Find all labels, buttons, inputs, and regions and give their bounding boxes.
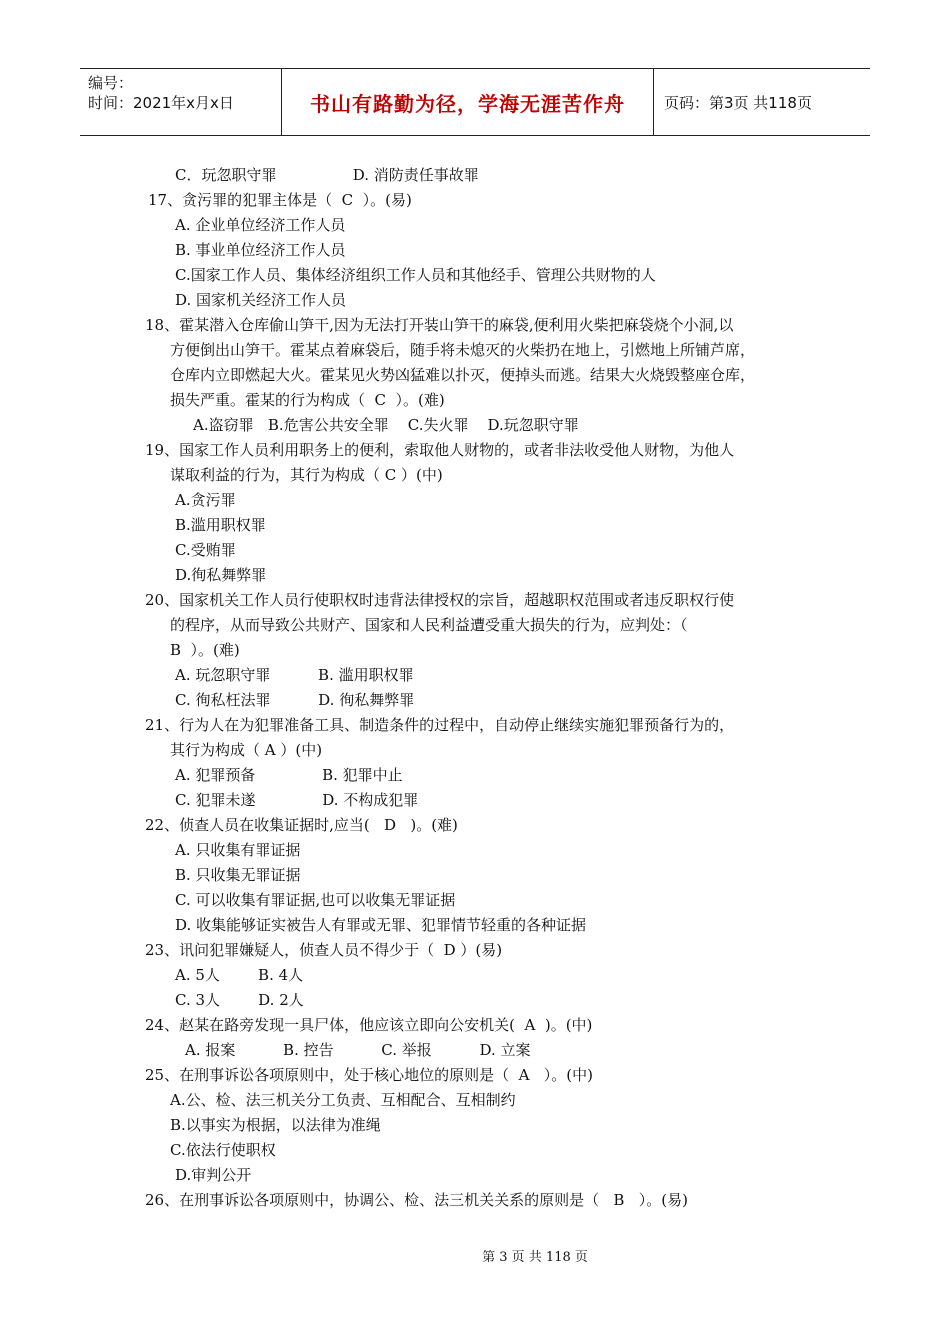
text-line: 21、行为人在为犯罪准备工具、制造条件的过程中，自动停止继续实施犯罪预备行为的， [145, 716, 735, 734]
text-line: D.审判公开 [175, 1166, 252, 1184]
text-line: 19、国家工作人员利用职务上的便利，索取他人财物的，或者非法收受他人财物，为他人 [145, 441, 735, 459]
text-line: B.以事实为根据，以法律为准绳 [170, 1116, 381, 1134]
header-meta [80, 69, 282, 135]
text-line: 23、讯问犯罪嫌疑人，侦查人员不得少于（ D ）(易) [145, 941, 503, 959]
header-motto: 书山有路勤为径，学海无涯苦作舟 [282, 69, 654, 135]
header-number-label: 编号： [88, 74, 134, 92]
text-line: C．玩忽职守罪 D. 消防责任事故罪 [175, 166, 479, 184]
page-header [80, 68, 870, 136]
text-line: 谋取利益的行为，其行为构成（ C ）(中) [170, 466, 443, 484]
text-line: 仓库内立即燃起大火。霍某见火势凶猛难以扑灭，便掉头而逃。结果大火烧毁整座仓库， [170, 366, 756, 384]
text-line: D. 收集能够证实被告人有罪或无罪、犯罪情节轻重的各种证据 [175, 916, 587, 934]
text-line: C.国家工作人员、集体经济组织工作人员和其他经手、管理公共财物的人 [175, 266, 656, 284]
text-line: B. 只收集无罪证据 [175, 866, 301, 884]
text-line: A. 5人 B. 4人 [175, 966, 304, 984]
text-line: C. 3人 D. 2人 [175, 991, 304, 1009]
text-line: C. 徇私枉法罪 D. 徇私舞弊罪 [175, 691, 415, 709]
text-line: 的程序，从而导致公共财产、国家和人民利益遭受重大损失的行为，应判处：（ [170, 616, 688, 634]
text-line: D. 国家机关经济工作人员 [175, 291, 347, 309]
text-line: 18、霍某潜入仓库偷山笋干,因为无法打开装山笋干的麻袋,便利用火柴把麻袋烧个小洞,以 [145, 316, 734, 334]
text-line: 25、在刑事诉讼各项原则中，处于核心地位的原则是（ A ）。(中) [145, 1066, 593, 1084]
text-line: 26、在刑事诉讼各项原则中，协调公、检、法三机关关系的原则是（ B ）。(易) [145, 1191, 688, 1209]
text-line: C.依法行使职权 [170, 1141, 276, 1159]
text-line: 20、国家机关工作人员行使职权时违背法律授权的宗旨，超越职权范围或者违反职权行使 [145, 591, 735, 609]
text-line: 17、贪污罪的犯罪主体是（ C ）。(易) [148, 191, 412, 209]
text-line: D.徇私舞弊罪 [175, 566, 267, 584]
text-line: A.贪污罪 [175, 491, 236, 509]
text-line: 方便倒出山笋干。霍某点着麻袋后，随手将未熄灭的火柴扔在地上，引燃地上所铺芦席， [170, 341, 756, 359]
text-line: C. 犯罪未遂 D. 不构成犯罪 [175, 791, 419, 809]
text-line: B ）。(难) [170, 641, 240, 659]
text-line: B. 事业单位经济工作人员 [175, 241, 346, 259]
text-line: A. 企业单位经济工作人员 [175, 216, 346, 234]
text-line: A. 只收集有罪证据 [175, 841, 301, 859]
text-line: A. 犯罪预备 B. 犯罪中止 [175, 766, 403, 784]
text-line: C.受贿罪 [175, 541, 236, 559]
text-line: A.盗窃罪 B.危害公共安全罪 C.失火罪 D.玩忽职守罪 [193, 416, 579, 434]
text-line: C. 可以收集有罪证据,也可以收集无罪证据 [175, 891, 456, 909]
text-line: A. 玩忽职守罪 B. 滥用职权罪 [175, 666, 414, 684]
header-page-info: 页码：第3页 共118页 [664, 93, 812, 112]
header-time-label: 时间：2021年x月x日 [88, 94, 234, 112]
page-footer: 第 3 页 共 118 页 [482, 1250, 588, 1265]
text-line: 其行为构成（ A ）(中) [170, 741, 323, 759]
text-line: 损失严重。霍某的行为构成（ C ）。(难) [170, 391, 445, 409]
text-line: A. 报案 B. 控告 C. 举报 D. 立案 [185, 1041, 531, 1059]
text-line: 22、侦查人员在收集证据时,应当( D )。(难) [145, 816, 458, 834]
text-line: B.滥用职权罪 [175, 516, 266, 534]
text-line: 24、赵某在路旁发现一具尸体，他应该立即向公安机关( A )。(中) [145, 1016, 593, 1034]
text-line: A.公、检、法三机关分工负责、互相配合、互相制约 [170, 1091, 516, 1109]
